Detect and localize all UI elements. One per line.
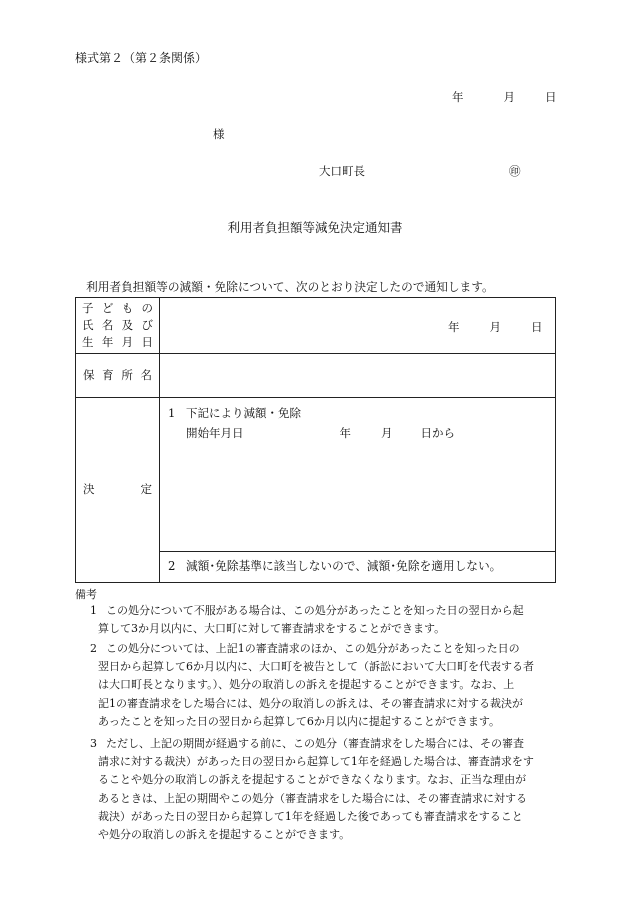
start-month-label: 月 <box>381 426 393 441</box>
note-line: 請求に対する裁決）があった日の翌日から起算して1年を経過した場合は、審査請求をす <box>98 755 534 769</box>
start-day-label: 日から <box>420 426 455 441</box>
decision-label-right: 定 <box>140 482 152 497</box>
decision-1-cell <box>160 398 556 552</box>
note-item-3 <box>92 735 552 844</box>
child-label-line: 子どもの <box>82 300 153 315</box>
note-line: ただし、上記の期間が経過する前に、この処分（審査請求をした場合には、その審査 <box>106 737 524 750</box>
note-item-2 <box>92 640 552 731</box>
decision-label-left: 決 <box>83 482 95 497</box>
date-year-label: 年 <box>452 90 464 104</box>
school-label: 保育所名 <box>83 367 152 382</box>
note-line: この処分について不服がある場合は、この処分があったことを知った日の翌日から起 <box>106 604 524 617</box>
note-number: 3 <box>90 737 97 750</box>
decision-option-2 <box>168 558 502 573</box>
note-line: ることや処分の取消しの訴えを提起することができなくなります。なお、正当な理由が <box>98 773 527 787</box>
seal-mark: ㊞ <box>509 164 521 178</box>
note-number: 1 <box>90 604 97 617</box>
note-line: や処分の取消しの訴えを提起することができます。 <box>98 828 351 842</box>
note-line: 算して3か月以内に、大口町に対して審査請求をすることができます。 <box>98 622 446 636</box>
note-line: この処分については、上記1の審査請求のほか、この処分があったことを知った日の <box>106 642 520 655</box>
note-line: 裁決）があった日の翌日から起算して1年を経過した後であっても審査請求をすること <box>98 809 523 823</box>
start-year-label: 年 <box>339 426 351 441</box>
issuer-name: 大口町長 <box>319 164 365 178</box>
child-label-line: 生年月日 <box>82 334 153 349</box>
row-child-info <box>76 298 556 354</box>
note-line: 記1の審査請求をした場合には、処分の取消しの訴えは、その審査請求に対する裁決が <box>98 696 523 710</box>
school-value-cell <box>160 353 556 397</box>
decision-1-number: 1 <box>168 406 176 421</box>
birth-year-label: 年 <box>448 320 460 334</box>
note-line: あるときは、上記の期間やこの処分（審査請求をした場合には、その審査請求に対する <box>98 791 527 805</box>
document-title: 利用者負担額等減免決定通知書 <box>227 220 403 235</box>
child-label-cell <box>76 298 160 354</box>
notice-date <box>452 92 557 104</box>
note-number: 2 <box>90 642 97 655</box>
start-date-label: 開始年月日 <box>186 426 244 441</box>
decision-option-1 <box>168 408 301 420</box>
note-line: は大口町長となります。）、処分の取消しの訴えを提起することができます。なお、上 <box>98 678 515 692</box>
decision-table <box>75 297 556 583</box>
decision-1-text: 下記により減額・免除 <box>186 406 301 421</box>
row-school <box>76 353 556 397</box>
start-date-line <box>186 428 455 440</box>
note-item-1 <box>92 602 552 638</box>
decision-2-text: 減額･免除基準に該当しないので、減額･免除を適用しない。 <box>186 558 502 573</box>
birth-date <box>448 322 543 334</box>
date-day-label: 日 <box>545 90 557 104</box>
form-number: 様式第２（第２条関係） <box>75 51 208 65</box>
notes-heading: 備考 <box>75 588 97 601</box>
birth-month-label: 月 <box>489 320 501 334</box>
child-value-cell <box>160 298 556 354</box>
note-line: 翌日から起算して6か月以内に、大口町を被告として（訴訟において大口町を代表する者 <box>98 660 534 674</box>
date-month-label: 月 <box>503 90 515 104</box>
birth-day-label: 日 <box>531 320 543 334</box>
note-line: あったことを知った日の翌日から起算して6か月以内に提起することができます。 <box>98 714 501 728</box>
decision-2-cell <box>160 551 556 582</box>
addressee-suffix: 様 <box>213 127 225 141</box>
row-decision <box>76 398 556 552</box>
decision-2-number: 2 <box>168 558 176 573</box>
school-label-cell <box>76 353 160 397</box>
intro-text: 利用者負担額等の減額・免除について、次のとおり決定したので通知します。 <box>86 280 494 294</box>
child-label-line: 氏名及び <box>82 317 153 332</box>
decision-label-cell <box>76 398 160 583</box>
